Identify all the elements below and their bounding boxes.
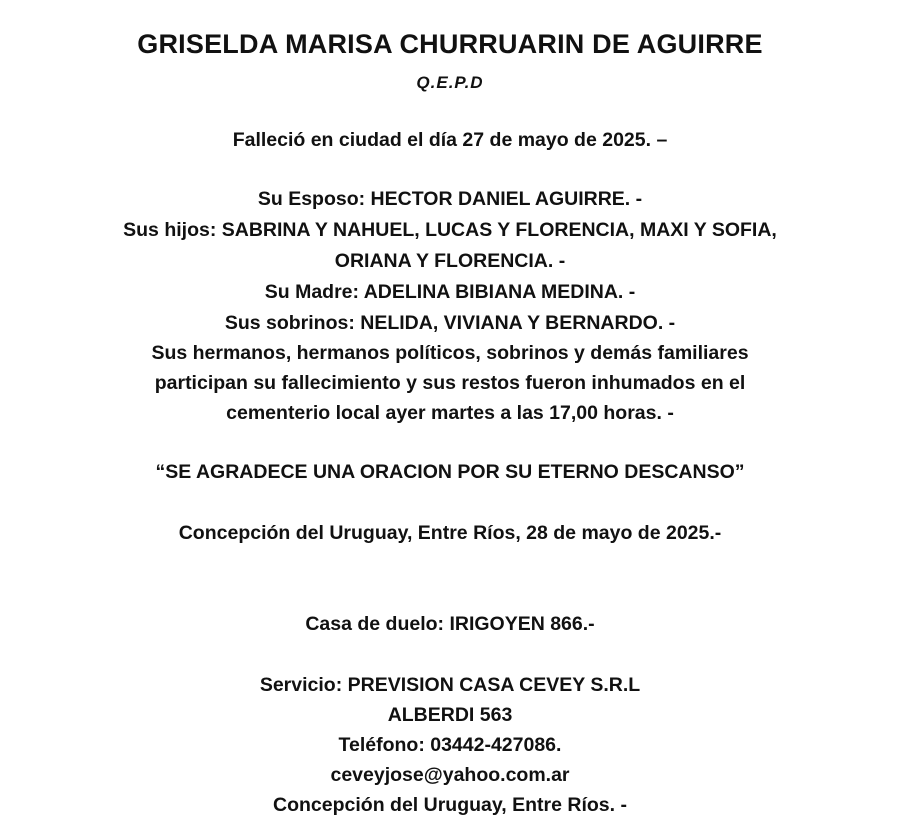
family-line: participan su fallecimiento y sus restos fueron inhumados en el xyxy=(154,372,746,394)
wake-house: Casa de duelo: IRIGOYEN 866.- xyxy=(305,613,595,635)
deceased-name: GRISELDA MARISA CHURRUARIN DE AGUIRRE xyxy=(137,29,763,59)
family-line: Sus hijos: SABRINA Y NAHUEL, LUCAS Y FLORENCIA, MAXI Y SOFIA, xyxy=(123,219,777,241)
family-line: Sus sobrinos: NELIDA, VIVIANA Y BERNARDO. - xyxy=(224,312,676,334)
prayer-request: “SE AGRADECE UNA ORACION POR SU ETERNO DESCANSO” xyxy=(155,461,745,483)
qepd-label: Q.E.P.D xyxy=(416,73,484,92)
family-line: ORIANA Y FLORENCIA. - xyxy=(334,250,566,272)
death-notice: Falleció en ciudad el día 27 de mayo de 2025. – xyxy=(232,129,668,151)
service-line: ALBERDI 563 xyxy=(387,704,513,726)
family-line: Su Madre: ADELINA BIBIANA MEDINA. - xyxy=(264,281,636,303)
service-email: ceveyjose@yahoo.com.ar xyxy=(330,764,570,786)
family-line: cementerio local ayer martes a las 17,00 horas. - xyxy=(226,402,674,424)
place-date: Concepción del Uruguay, Entre Ríos, 28 de mayo de 2025.- xyxy=(178,522,722,544)
service-line: Teléfono: 03442-427086. xyxy=(338,734,562,756)
service-line: Servicio: PREVISION CASA CEVEY S.R.L xyxy=(259,674,641,696)
family-line: Su Esposo: HECTOR DANIEL AGUIRRE. - xyxy=(257,188,643,210)
service-line: Concepción del Uruguay, Entre Ríos. - xyxy=(273,794,627,816)
family-line: Sus hermanos, hermanos políticos, sobrinos y demás familiares xyxy=(151,342,749,364)
